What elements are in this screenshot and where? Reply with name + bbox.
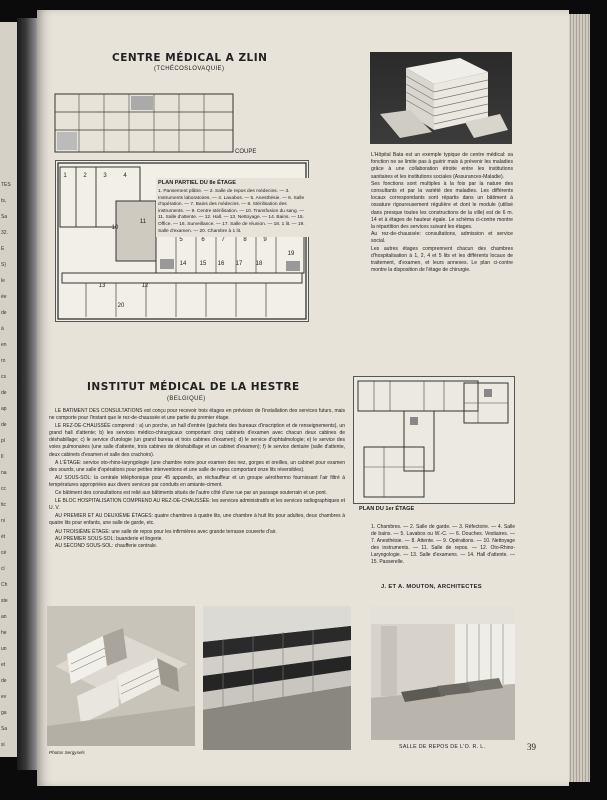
left-page-snippet: ts, [1,198,7,204]
left-page-snippet: he [1,630,7,636]
zlin-room-13: 13 [98,283,106,289]
hestre-paragraph: A L'ÉTAGE: service oto-rhino-laryngologie (une chambre noire pour examen des nez, gorges et oreilles, un cabinet pour examen des sourds, une salle d'opérations pour petites interventions et une salle de repos comportant onze lits réversibles). [49,459,345,473]
zlin-plan-label: PLAN PARTIEL DU 8e ÉTAGE [158,180,237,186]
zlin-legend-box [156,178,312,237]
photo-credit: Photos Sergysels [49,750,85,755]
left-page-snippet: an [1,614,7,620]
hestre-subtitle: (BELGIQUE) [167,396,206,402]
zlin-room-7: 7 [221,237,225,243]
left-page-snippet: cé [1,550,7,556]
zlin-room-4: 4 [123,173,127,179]
left-page-snippet: ga [1,710,7,716]
zlin-room-9: 9 [263,237,267,243]
zlin-legend: 1. Pansement plâtre. — 2. Salle de repos des médecins. — 3. Instruments laboratoires. — 4. Lavabos. — 5. Anesthésie. — 6. Salle d'opération. — 7. Bains des médecins. — 8. Stérilisation des instruments. — 9. Centre stérilisation. — 10. Transfusion du sang. — 11. Salle d'attente. — 12. Hall. — 13. Nettoyage. — 14. Bains. — 15. Office. — 16. Surveillance. — 17. Salle de réunion. — 18. 1 lit. — 19. Salle d'examen. — 20. Chambre à 1 lit. [158,189,305,234]
zlin-room-10: 10 [111,225,119,231]
hestre-paragraph: AU TROISIÈME ÉTAGE: une salle de repos pour les infirmières avec grande terrasse couverte d'air. [55,528,277,535]
left-page-snippet: ni [1,518,5,524]
hestre-paragraph: LE BATIMENT DES CONSULTATIONS est conçu pour recevoir trois étages en prévision de l'installation des services futurs, mais ne comporte pour l'instant que le rez-de-chaussée et une partie du premier étage. [49,408,345,422]
hestre-paragraph: Ce bâtiment des consultations est relié aux bâtiments situés de l'autre côté d'une rue par un passage souterrain et un pont. [55,490,328,497]
left-page-snippet: E [1,246,5,252]
left-page-snippet: pl [1,438,5,444]
hestre-paragraph: AU SOUS-SOL: la centrale téléphonique pour 45 appareils, un réchauffeur et un groupe aérothermo fournissant l'air filtré à températures appropriées aux divers services par conduits en amiante-ciment. [49,474,345,488]
zlin-room-15: 15 [199,261,207,267]
page-number: 39 [527,742,536,752]
left-page-snippet: cs [1,374,6,380]
left-page-snippet: tic [1,502,6,508]
left-page-snippet: ée [1,294,7,300]
zlin-title: CENTRE MÉDICAL A ZLIN [112,52,268,64]
left-page-snippet: un [1,646,7,652]
hestre-body [49,408,345,550]
left-page-snippet: Sa [1,726,8,732]
left-page-snippet: S) [1,262,6,268]
left-page-edge [0,22,18,757]
hestre-paragraph: AU PREMIER SOUS-SOL: buanderie et lingerie. [55,535,163,542]
left-page-snippet: ste [1,598,8,604]
left-page-snippet: à [1,326,4,332]
zlin-room-1: 1 [63,173,67,179]
left-page-snippet: en [1,342,7,348]
zlin-section-drawing [49,90,239,158]
left-page-snippet: TES [1,182,11,188]
left-page-snippet: 32. [1,230,8,236]
left-page-snippet: na [1,470,7,476]
zlin-description: L'Hôpital Bata est un exemple typique de centre médical: sa fonction ne se limite pas à guérir mais à prévenir les maladies grâce à une collaboration étroite entre les institutions sanitaires et les institutions sociales (Assurances-Maladie). Ses fonctions sont multiples à la fois par la nature des consultants et par la variété des maladies. Les différents locaux correspondants sont répartis dans un bâtiment à ossature rigoureusement régulière et dont le module (utilisé dans presque toutes les constructions de la ville) est de 6 m. 14 et à étages de hauteur égale. Le schéma ci-contre montre la répartition des services suivant les étages. Au rez-de-chaussée: consultations, admission et service social. Les autres étages comprennent chacun des chambres d'hospitalisation à 1, 2, 4 et 5 lits et les différents locaux de traitement, d'examen, et leurs annexes. Le plan ci-contre montre la disposition de l'étage de chirurgie. [371,152,513,274]
zlin-room-17: 17 [235,261,243,267]
zlin-room-8: 8 [243,237,247,243]
page-stack-edges [568,14,590,782]
left-page-snippet: le [1,278,5,284]
left-page-snippet: Sa [1,214,8,220]
left-page-snippet: cl [1,566,5,572]
hestre-building-photo [203,606,351,750]
ear-nose-throat-rest-room-photo [371,606,515,740]
zlin-section-label: COUPE [235,149,257,155]
left-page-snippet: ro [1,358,6,364]
hestre-title: INSTITUT MÉDICAL DE LA HESTRE [87,381,300,393]
left-page-snippet: ev [1,694,7,700]
left-page-snippet: de [1,310,7,316]
zlin-room-6: 6 [201,237,205,243]
hestre-floor-plan [353,376,515,504]
zlin-room-11: 11 [139,219,147,225]
hestre-paragraph: LE BLOC HOSPITALISATION COMPREND AU REZ-DE-CHAUSSÉE: les services administratifs et les services radiographiques et U. V. [49,498,345,512]
hestre-paragraph: LE REZ-DE-CHAUSSÉE comprend : a) un porche, un hall d'entrée (guichets des bureaux d'inscription et de renseignements), un grand hall d'attente; b) les services médico-chirurgicaux comportant cinq cabinets d'examen avec chacun deux cabines de déshabillage; c) le service d'urologie (un grand bureau et trois cabines d'examen); d) le service d'ophtalmologie; e) le service des voies pulmonaires (une salle d'attente, trois cabines de déshabillage et un cabinet d'examen); f) le service dentaire (salle d'attente, deux cabinets d'examen et salle des crachoirs). [49,423,345,458]
hestre-legend: 1. Chambres. — 2. Salle de garde. — 3. Réfectoire. — 4. Salle de bains. — 5. Lavabos ou W.-C. — 6. Douches. Vestiaires. — 7. Anesthésie. — 8. Attente. — 9. Opérations. — 10. Nettoyage des instruments. — 11. Salle de repos. — 12. Oto-Rhino-Laryngologie. — 13. Salle d'examens. — 14. Hall d'attente. — 15. Passerelle. [371,524,515,565]
hestre-architects: J. ET A. MOUTON, ARCHITECTES [381,584,482,590]
hestre-model-photo [47,606,195,746]
zlin-room-19: 19 [287,251,295,257]
photo-caption: SALLE DE REPOS DE L'O. R. L. [399,744,486,750]
left-page-snippet: Il [1,454,4,460]
zlin-subtitle: (TCHÉCOSLOVAQUIE) [154,66,225,72]
zlin-room-18: 18 [255,261,263,267]
magazine-page [37,10,569,786]
hestre-paragraph: AU SECOND SOUS-SOL: chaufferie centrale. [55,542,158,549]
left-page-snippet: ét [1,534,6,540]
left-page-snippet: ap [1,406,7,412]
zlin-room-2: 2 [83,173,87,179]
zlin-room-20: 20 [117,303,125,309]
hestre-plan-label: PLAN DU 1er ÉTAGE [359,506,415,512]
zlin-room-16: 16 [217,261,225,267]
zlin-room-5: 5 [179,237,183,243]
zlin-room-12: 12 [141,283,149,289]
left-page-snippet: de [1,390,7,396]
hestre-paragraph: AU PREMIER ET AU DEUXIÈME ÉTAGES: quatre chambres à quatre lits, une chambre à huit lits pour adultes, deux chambres à quatre lits pour enfants, une salle de garde, etc. [49,513,345,527]
zlin-model-photo [370,52,512,144]
left-page-snippet: Ch [1,582,8,588]
left-page-snippet: de [1,422,7,428]
left-page-snippet: cc [1,486,6,492]
zlin-room-3: 3 [103,173,107,179]
left-page-snippet: de [1,678,7,684]
left-page-snippet: si [1,742,5,748]
book-binding [17,18,39,770]
left-page-snippet: et [1,662,6,668]
zlin-room-14: 14 [179,261,187,267]
